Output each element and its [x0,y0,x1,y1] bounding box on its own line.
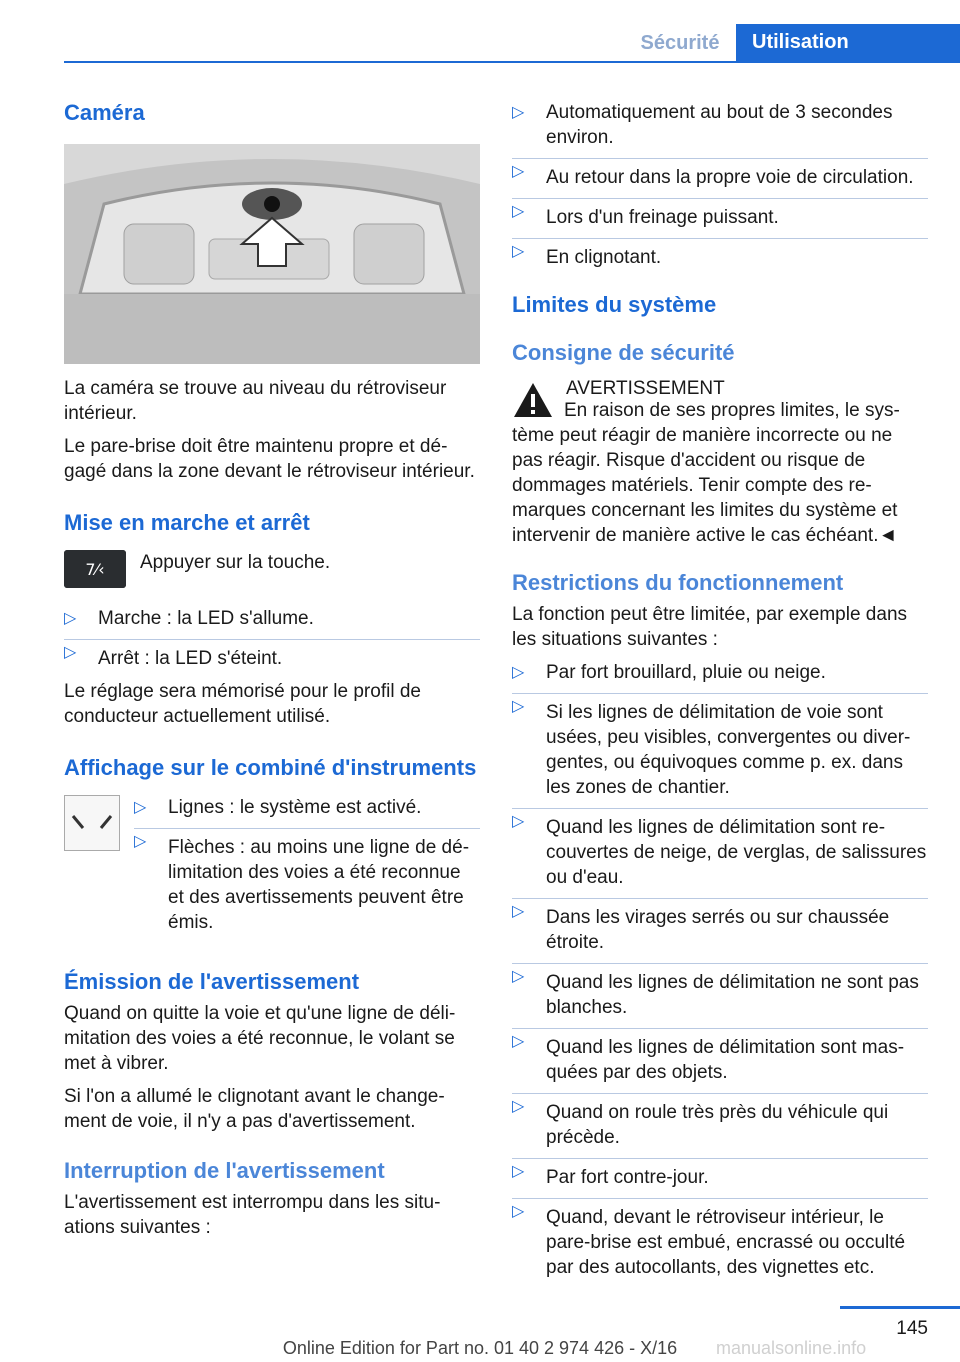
triangle-bullet-icon: ▷ [512,813,525,830]
triangle-bullet-icon: ▷ [64,644,77,661]
list-item [64,639,480,671]
list-item [512,963,928,1020]
right-column [512,100,928,1288]
triangle-bullet-icon: ▷ [512,1033,525,1050]
list-item [512,238,928,270]
list-item [512,1028,928,1085]
list-item [512,660,928,685]
warning-emission-paragraph-2: Si l'on a allumé le clignotant avant le changement de voie, il n'y a pas d'avertissement. [64,1086,445,1132]
warning-emission-paragraph-1: Quand on quitte la voie et qu'une ligne de délimitation des voies a été reconnue, le volant se met à vibrer. [64,1003,456,1074]
triangle-bullet-icon: ▷ [512,1163,525,1180]
triangle-bullet-icon: ▷ [512,163,525,180]
footer-rule [840,1306,960,1309]
list-item [134,795,480,820]
list-item-text: Lors d'un freinage puissant. [546,207,779,228]
triangle-bullet-icon: ▷ [512,243,525,260]
list-item-text: Quand les lignes de délimitation sont recouvertes de neige, de verglas, de salissures ou d'eau. [546,817,927,888]
onoff-list [64,606,480,671]
triangle-bullet-icon: ▷ [512,1098,525,1115]
triangle-bullet-icon: ▷ [512,903,525,920]
safety-heading: Consigne de sécurité [512,340,735,365]
limits-heading: Limites du système [512,292,717,317]
onoff-note: Le réglage sera mémorisé pour le profil de conducteur actuellement utilisé. [64,681,421,727]
warning-title: AVERTISSEMENT [566,378,725,399]
list-item-text: Automatiquement au bout de 3 secondes environ. [546,102,893,148]
camera-paragraph-2: Le pare-brise doit être maintenu propre et dégagé dans la zone devant le rétroviseur intérieur. [64,436,475,482]
list-item-text: Dans les virages serrés ou sur chaussée étroite. [546,907,890,953]
list-item [512,693,928,800]
svg-text:7⁄‹: 7⁄‹ [85,560,105,579]
list-item [134,828,480,935]
tab-utilisation[interactable]: Utilisation [736,24,960,61]
list-item-text: Par fort brouillard, pluie ou neige. [546,662,826,683]
list-item-text: Quand les lignes de délimitation sont masquées par des objets. [546,1037,905,1083]
display-row [64,795,480,943]
display-list [134,795,480,943]
camera-paragraph-1: La caméra se trouve au niveau du rétroviseur intérieur. [64,378,447,424]
list-item [64,606,480,631]
list-item-text: Quand les lignes de délimitation ne sont pas blanches. [546,972,919,1018]
watermark: manualsonline.info [716,1338,867,1358]
warning-text: En raison de ses propres limites, le système peut réagir de manière incorrecte ou ne pas réagir. Risque d'accident ou risque de dommages matériels. Tenir compte des remarques concernant les limites du système et intervenir de manière active le cas échéant.◄ [512,400,900,546]
interruption-paragraph: L'avertissement est interrompu dans les situations suivantes : [64,1192,441,1238]
list-item-text: Lignes : le système est activé. [168,797,422,818]
list-item-text: Arrêt : la LED s'éteint. [98,648,283,669]
page-number: 145 [896,1318,928,1339]
interruption-list [512,100,928,270]
list-item [512,158,928,190]
left-column [64,100,480,1240]
triangle-bullet-icon: ▷ [512,698,525,715]
triangle-bullet-icon: ▷ [64,610,77,627]
lane-lines-display-icon [64,795,120,851]
list-item [512,1093,928,1150]
triangle-bullet-icon: ▷ [134,799,147,816]
display-heading: Affichage sur le combiné d'instruments [64,755,477,780]
triangle-bullet-icon: ▷ [512,203,525,220]
tab-securite[interactable]: Sécurité [640,32,720,54]
list-item-text: Flèches : au moins une ligne de délimitation des voies a été reconnue et des avertissements peuvent être émis. [168,837,470,933]
triangle-bullet-icon: ▷ [512,968,525,985]
header-rule [64,61,960,63]
camera-location-photo [64,144,480,364]
interruption-heading: Interruption de l'avertissement [64,1158,385,1183]
onoff-heading: Mise en marche et arrêt [64,510,310,535]
list-item-text: Si les lignes de délimitation de voie sont usées, peu visibles, convergentes ou divergentes, ou équivoques comme p. ex. dans les zones de chantier. [546,702,911,798]
list-item-text: Marche : la LED s'allume. [98,608,314,629]
triangle-bullet-icon: ▷ [512,1203,525,1220]
onoff-button-row [64,550,480,588]
list-item [512,100,928,150]
onoff-instruction: Appuyer sur la touche. [140,552,331,573]
triangle-bullet-icon: ▷ [512,104,525,121]
list-item-text: Au retour dans la propre voie de circulation. [546,167,914,188]
restrictions-heading: Restrictions du fonctionnement [512,570,844,595]
list-item [512,1158,928,1190]
list-item-text: Quand, devant le rétroviseur intérieur, le pare-brise est embué, encrassé ou occulté par des autocollants, des vignettes etc. [546,1207,906,1278]
restrictions-list [512,660,928,1280]
warning-triangle-icon [512,380,554,420]
list-item [512,808,928,890]
list-item [512,1198,928,1280]
warning-emission-heading: Émission de l'avertissement [64,969,360,994]
camera-heading: Caméra [64,100,145,125]
list-item-text: En clignotant. [546,247,662,268]
list-item-text: Par fort contre-jour. [546,1167,709,1188]
lane-departure-button-icon [64,550,126,588]
list-item [512,898,928,955]
edition-footer: Online Edition for Part no. 01 40 2 974 426 - X/16 [282,1338,678,1358]
triangle-bullet-icon: ▷ [134,833,147,850]
list-item [512,198,928,230]
list-item-text: Quand on roule très près du véhicule qui précède. [546,1102,889,1148]
restrictions-paragraph: La fonction peut être limitée, par exemple dans les situations suivantes : [512,604,908,650]
triangle-bullet-icon: ▷ [512,664,525,681]
